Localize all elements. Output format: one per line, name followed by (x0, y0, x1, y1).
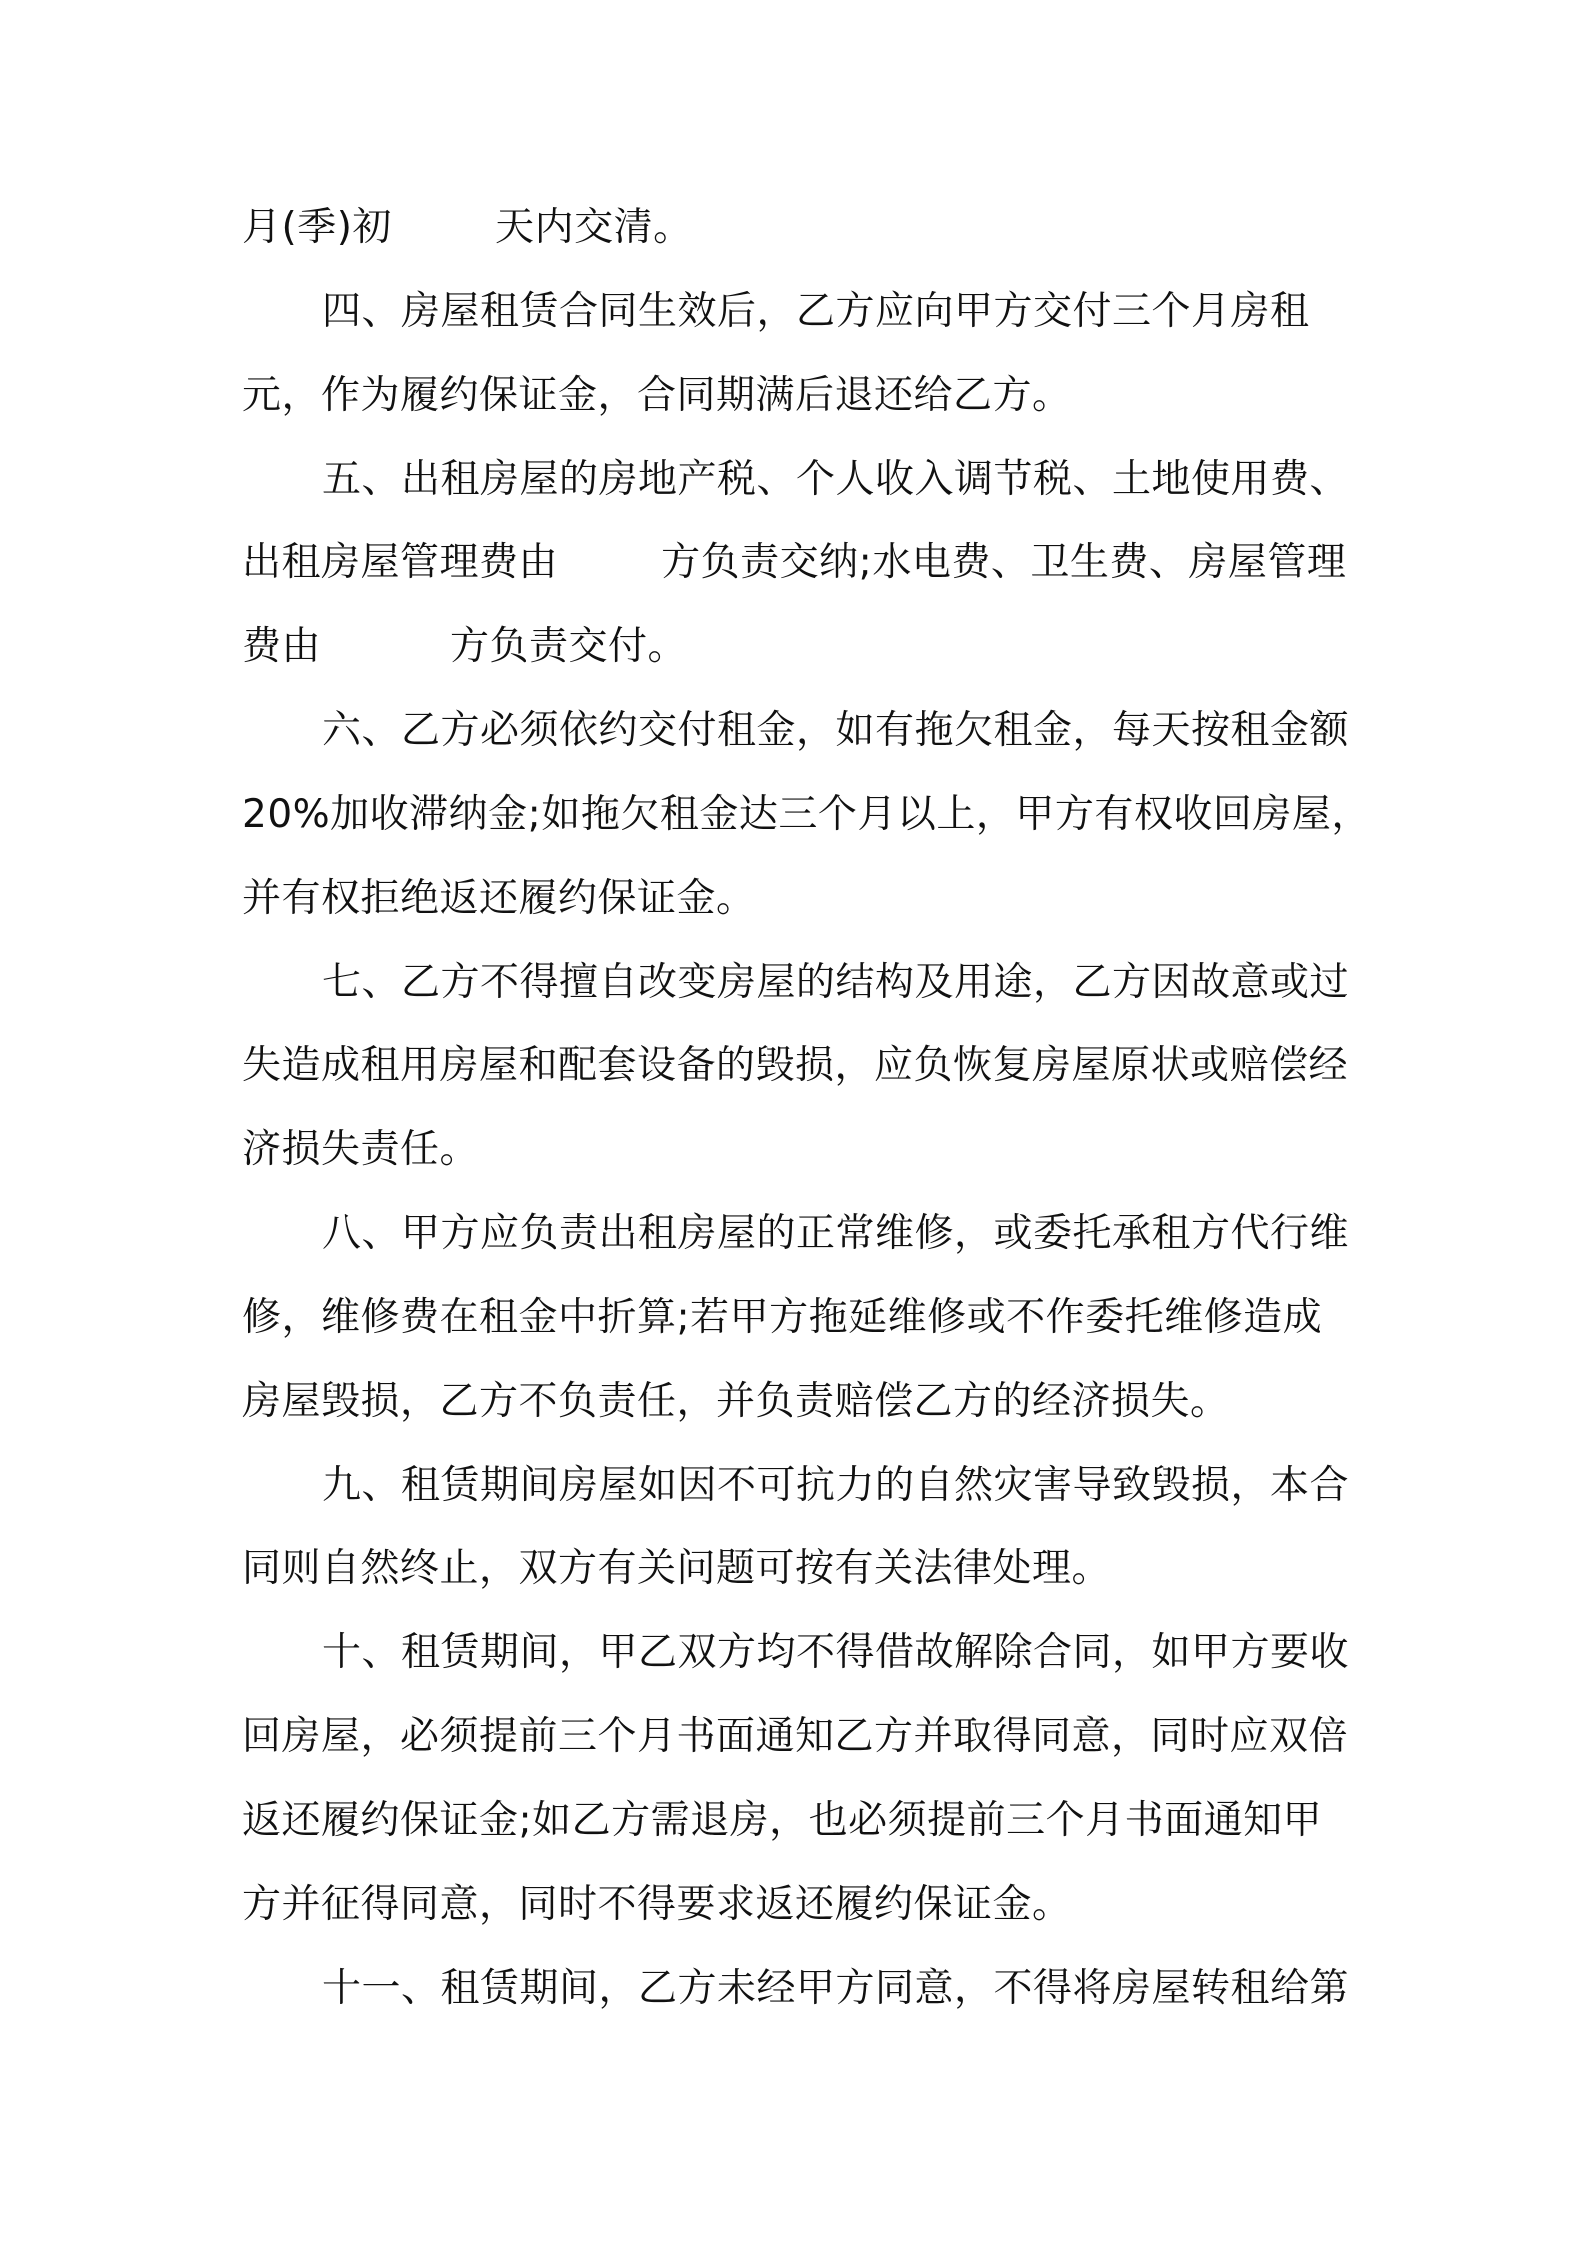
text-line: 六、乙方必须依约交付租金，如有拖欠租金，每天按租金额 (322, 708, 1350, 753)
text-line: 出租房屋管理费由 方负责交纳;水电费、卫生费、房屋管理 (242, 540, 1347, 585)
text-line: 九、租赁期间房屋如因不可抗力的自然灾害导致毁损，本合 (322, 1463, 1350, 1508)
text-line: 并有权拒绝返还履约保证金。 (242, 876, 756, 921)
text-line: 同则自然终止，双方有关问题可按有关法律处理。 (242, 1546, 1112, 1591)
text-line: 四、房屋租赁合同生效后，乙方应向甲方交付三个月房租 (322, 289, 1310, 334)
text-line: 20%加收滞纳金;如拖欠租金达三个月以上，甲方有权收回房屋， (242, 792, 1371, 837)
text-line: 十一、租赁期间，乙方未经甲方同意，不得将房屋转租给第 (322, 1966, 1350, 2011)
text-line: 五、出租房屋的房地产税、个人收入调节税、土地使用费、 (322, 457, 1350, 502)
text-line: 修，维修费在租金中折算;若甲方拖延维修或不作委托维修造成 (242, 1295, 1323, 1340)
text-line: 费由 方负责交付。 (242, 624, 687, 669)
text-line: 元，作为履约保证金，合同期满后退还给乙方。 (242, 373, 1072, 418)
text-line: 济损失责任。 (242, 1127, 480, 1172)
text-line: 房屋毁损，乙方不负责任，并负责赔偿乙方的经济损失。 (242, 1379, 1230, 1424)
text-line: 月(季)初 天内交清。 (242, 205, 693, 250)
text-line: 方并征得同意，同时不得要求返还履约保证金。 (242, 1882, 1072, 1927)
text-line: 八、甲方应负责出租房屋的正常维修，或委托承租方代行维 (322, 1211, 1350, 1256)
text-line: 返还履约保证金;如乙方需退房，也必须提前三个月书面通知甲 (242, 1798, 1323, 1843)
text-line: 十、租赁期间，甲乙双方均不得借故解除合同，如甲方要收 (322, 1630, 1350, 1675)
text-line: 失造成租用房屋和配套设备的毁损，应负恢复房屋原状或赔偿经 (242, 1043, 1349, 1088)
text-line: 七、乙方不得擅自改变房屋的结构及用途，乙方因故意或过 (322, 960, 1350, 1005)
text-line: 回房屋，必须提前三个月书面通知乙方并取得同意，同时应双倍 (242, 1714, 1349, 1759)
